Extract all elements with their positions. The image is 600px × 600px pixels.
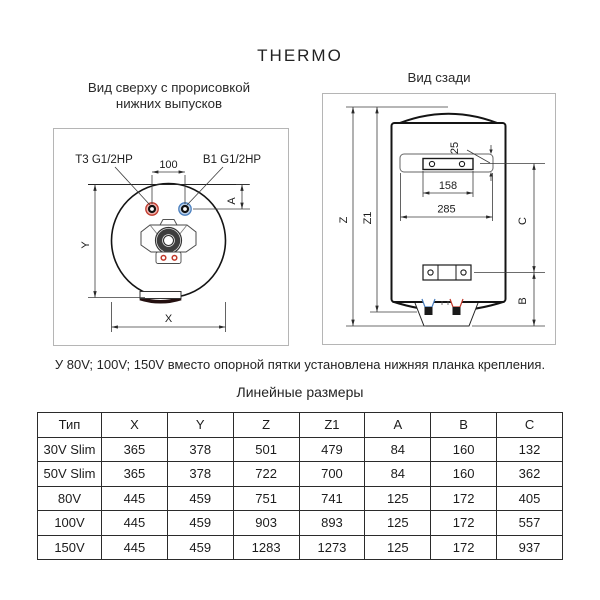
top-view-drawing: [53, 128, 289, 346]
table-cell: 937: [497, 535, 563, 560]
table-header-cell: B: [431, 413, 497, 438]
table-row: [38, 511, 563, 536]
table-cell: 1273: [299, 535, 365, 560]
table-cell: 459: [167, 511, 233, 536]
table-header-cell: Y: [167, 413, 233, 438]
table-cell: 84: [365, 437, 431, 462]
table-cell: 1283: [233, 535, 299, 560]
dim-z-label: Z: [338, 216, 350, 224]
dim-285-label: 285: [437, 203, 456, 216]
top-view-title-line2: нижних выпусков: [115, 95, 223, 111]
table-cell: 150V: [38, 535, 102, 560]
table-header-cell: X: [102, 413, 168, 438]
table-cell: 445: [102, 535, 168, 560]
terminal-dot-left: [161, 256, 166, 261]
hot-pipe-port: [146, 203, 158, 215]
table-header-row: [38, 413, 563, 438]
cold-pipe-port: [179, 203, 191, 215]
cold-pipe-label: В1 G1/2НР: [202, 154, 262, 166]
lower-bracket: [423, 265, 471, 280]
table-cell: 100V: [38, 511, 102, 536]
terminal-dot-right: [172, 256, 177, 261]
support-foot: [140, 292, 181, 302]
table-header-cell: Тип: [38, 413, 102, 438]
footnote: У 80V; 100V; 150V вместо опорной пятки установлена нижняя планка крепления.: [54, 357, 546, 372]
rear-view-drawing: [322, 93, 556, 345]
table-cell: 365: [102, 437, 168, 462]
table-cell: 479: [299, 437, 365, 462]
flange-boss-center: [164, 236, 174, 246]
table-cell: 501: [233, 437, 299, 462]
table-cell: 125: [365, 486, 431, 511]
dim-25-label: 25: [449, 141, 461, 155]
table-cell: 172: [431, 511, 497, 536]
table-header-cell: Z1: [299, 413, 365, 438]
table-row: [38, 462, 563, 487]
table-header-cell: C: [497, 413, 563, 438]
table-row: [38, 486, 563, 511]
table-cell: 50V Slim: [38, 462, 102, 487]
table-cell: 378: [167, 437, 233, 462]
table-cell: 903: [233, 511, 299, 536]
dim-z1-label: Z1: [362, 211, 374, 225]
table-cell: 80V: [38, 486, 102, 511]
table-cell: 125: [365, 535, 431, 560]
table-cell: 445: [102, 511, 168, 536]
table-header-cell: A: [365, 413, 431, 438]
table-cell: 700: [299, 462, 365, 487]
table-cell: 722: [233, 462, 299, 487]
dim-158-label: 158: [438, 180, 458, 192]
table-cell: 751: [233, 486, 299, 511]
table-cell: 160: [431, 437, 497, 462]
table-cell: 362: [497, 462, 563, 487]
dim-a-label: A: [226, 197, 238, 205]
top-view-title-line1: Вид сверху с прорисовкой: [87, 80, 251, 95]
table-row: [38, 535, 563, 560]
table-cell: 445: [102, 486, 168, 511]
table-cell: 405: [497, 486, 563, 511]
table-cell: 741: [299, 486, 365, 511]
table-row: [38, 437, 563, 462]
table-header-cell: Z: [233, 413, 299, 438]
rear-view-title: Вид сзади: [407, 70, 471, 85]
top-view-title: [38, 80, 300, 112]
table-cell: 160: [431, 462, 497, 487]
page-title: THERMO: [257, 46, 343, 65]
hot-pipe-label: Т3 G1/2НР: [75, 154, 133, 166]
table-cell: 30V Slim: [38, 437, 102, 462]
table-cell: 84: [365, 462, 431, 487]
table-cell: 893: [299, 511, 365, 536]
table-title: Линейные размеры: [236, 384, 364, 400]
table-cell: 365: [102, 462, 168, 487]
dimensions-table: [37, 412, 563, 560]
dim-100-label: 100: [159, 159, 178, 171]
table-cell: 125: [365, 511, 431, 536]
table-cell: 172: [431, 486, 497, 511]
table-cell: 172: [431, 535, 497, 560]
table-cell: 132: [497, 437, 563, 462]
table-cell: 459: [167, 486, 233, 511]
dim-b-label: B: [517, 297, 529, 305]
dim-x-label: X: [164, 313, 173, 325]
table-cell: 557: [497, 511, 563, 536]
table-cell: 378: [167, 462, 233, 487]
dim-y-label: Y: [80, 241, 92, 249]
table-cell: 459: [167, 535, 233, 560]
dim-c-label: C: [517, 217, 529, 225]
